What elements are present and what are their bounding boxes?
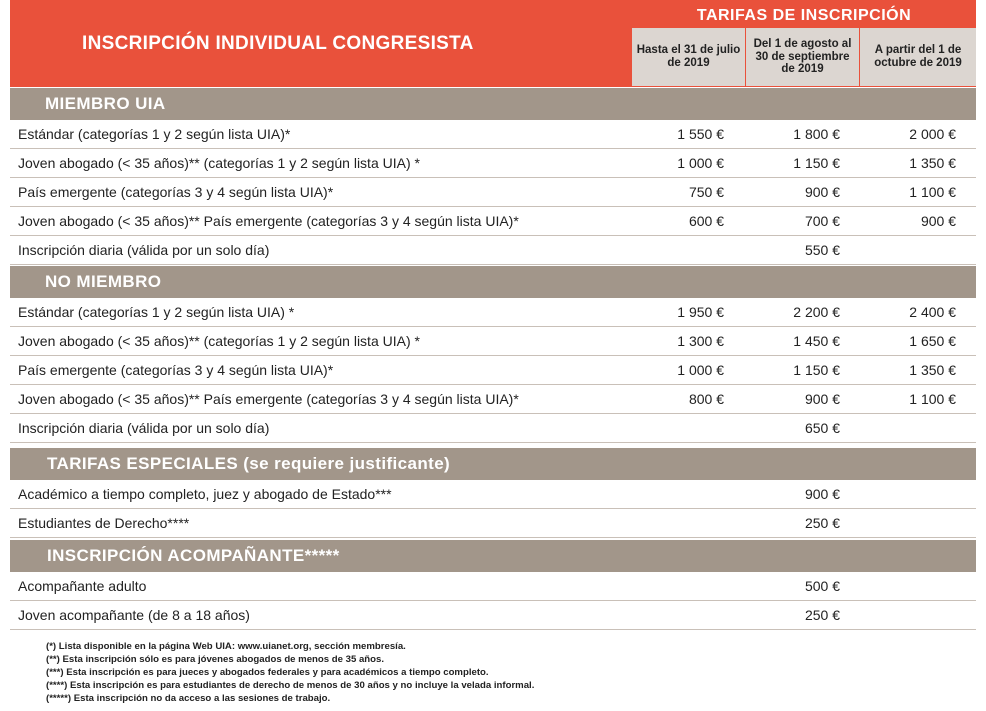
fee-period-1: 600 € bbox=[688, 213, 724, 229]
fee-period-1: 1 950 € bbox=[677, 304, 724, 320]
table-row bbox=[10, 178, 976, 207]
row-label: Joven abogado (< 35 años)** (categorías 1 y 2 según lista UIA) * bbox=[18, 155, 420, 171]
table-row bbox=[10, 298, 976, 327]
row-label: Estándar (categorías 1 y 2 según lista UIA) * bbox=[18, 304, 295, 320]
table-row bbox=[10, 236, 976, 265]
row-label: Joven abogado (< 35 años)** País emergente (categorías 3 y 4 según lista UIA)* bbox=[18, 213, 519, 229]
fee-period-2: 500 € bbox=[804, 578, 840, 594]
table-row bbox=[10, 385, 976, 414]
row-label: Académico a tiempo completo, juez y abogado de Estado*** bbox=[18, 486, 392, 502]
fee-period-2: 1 800 € bbox=[793, 126, 840, 142]
table-row bbox=[10, 414, 976, 443]
row-label: País emergente (categorías 3 y 4 según lista UIA)* bbox=[18, 184, 334, 200]
footnote: (****) Esta inscripción es para estudiantes de derecho de menos de 30 años y no incluye la velada informal. bbox=[46, 680, 535, 691]
row-label: Joven acompañante (de 8 a 18 años) bbox=[18, 607, 250, 623]
fee-period-3: 2 400 € bbox=[909, 304, 956, 320]
fee-period-2: 900 € bbox=[804, 184, 840, 200]
fee-period-2: 700 € bbox=[804, 213, 840, 229]
row-label: Inscripción diaria (válida por un solo día) bbox=[18, 420, 270, 436]
row-label: Estándar (categorías 1 y 2 según lista UIA)* bbox=[18, 126, 291, 142]
fee-period-1: 750 € bbox=[688, 184, 724, 200]
row-label: Acompañante adulto bbox=[18, 578, 147, 594]
row-label: Joven abogado (< 35 años)** País emergente (categorías 3 y 4 según lista UIA)* bbox=[18, 391, 519, 407]
fee-period-1: 1 550 € bbox=[677, 126, 724, 142]
footnote: (***) Esta inscripción es para jueces y abogados federales y para académicos a tiempo completo. bbox=[46, 667, 489, 678]
fee-period-3: 900 € bbox=[920, 213, 956, 229]
table-row bbox=[10, 509, 976, 538]
fee-period-1: 800 € bbox=[688, 391, 724, 407]
footnotes bbox=[46, 640, 534, 705]
section-header-acompanante: INSCRIPCIÓN ACOMPAÑANTE***** bbox=[10, 540, 976, 572]
fee-period-2: 900 € bbox=[804, 486, 840, 502]
footnote: (*****) Esta inscripción no da acceso a las sesiones de trabajo. bbox=[46, 693, 331, 704]
fee-period-2: 1 150 € bbox=[793, 155, 840, 171]
fee-period-3: 1 350 € bbox=[909, 155, 956, 171]
footnote: (**) Esta inscripción sólo es para jóvenes abogados de menos de 35 años. bbox=[46, 654, 385, 665]
fee-period-2: 1 150 € bbox=[793, 362, 840, 378]
table-row bbox=[10, 356, 976, 385]
section-header-miembro-uia: MIEMBRO UIA bbox=[10, 88, 976, 120]
table-row bbox=[10, 207, 976, 236]
fee-period-1: 1 300 € bbox=[677, 333, 724, 349]
fee-period-2: 250 € bbox=[804, 607, 840, 623]
section-header-no-miembro: NO MIEMBRO bbox=[10, 266, 976, 298]
fee-period-2: 650 € bbox=[804, 420, 840, 436]
row-label: País emergente (categorías 3 y 4 según lista UIA)* bbox=[18, 362, 334, 378]
footnote: (*) Lista disponible en la página Web UIA: www.uianet.org, sección membresía. bbox=[46, 641, 406, 652]
fee-period-3: 1 100 € bbox=[909, 184, 956, 200]
row-label: Estudiantes de Derecho**** bbox=[18, 515, 190, 531]
fee-period-2: 900 € bbox=[804, 391, 840, 407]
table-row bbox=[10, 149, 976, 178]
row-label: Joven abogado (< 35 años)** (categorías 1 y 2 según lista UIA) * bbox=[18, 333, 420, 349]
fee-period-2: 250 € bbox=[804, 515, 840, 531]
page-title: INSCRIPCIÓN INDIVIDUAL CONGRESISTA bbox=[82, 33, 474, 54]
table-row bbox=[10, 601, 976, 630]
period-3-header: A partir del 1 de octubre de 2019 bbox=[860, 28, 976, 86]
table-row bbox=[10, 480, 976, 509]
table-row bbox=[10, 572, 976, 601]
fees-heading: TARIFAS DE INSCRIPCIÓN bbox=[696, 7, 912, 24]
fee-period-2: 550 € bbox=[804, 242, 840, 258]
row-label: Inscripción diaria (válida por un solo día) bbox=[18, 242, 270, 258]
fee-period-1: 1 000 € bbox=[677, 155, 724, 171]
period-1-header: Hasta el 31 de julio de 2019 bbox=[632, 28, 745, 86]
section-header-tarifas-especiales: TARIFAS ESPECIALES (se requiere justificante) bbox=[10, 448, 976, 480]
table-row bbox=[10, 120, 976, 149]
fee-period-2: 1 450 € bbox=[793, 333, 840, 349]
period-2-header: Del 1 de agosto al 30 de septiembre de 2019 bbox=[746, 28, 859, 86]
fee-period-1: 1 000 € bbox=[677, 362, 724, 378]
table-row bbox=[10, 327, 976, 356]
fee-period-3: 1 100 € bbox=[909, 391, 956, 407]
fee-period-3: 1 650 € bbox=[909, 333, 956, 349]
fee-period-2: 2 200 € bbox=[793, 304, 840, 320]
fee-period-3: 1 350 € bbox=[909, 362, 956, 378]
fee-period-3: 2 000 € bbox=[909, 126, 956, 142]
